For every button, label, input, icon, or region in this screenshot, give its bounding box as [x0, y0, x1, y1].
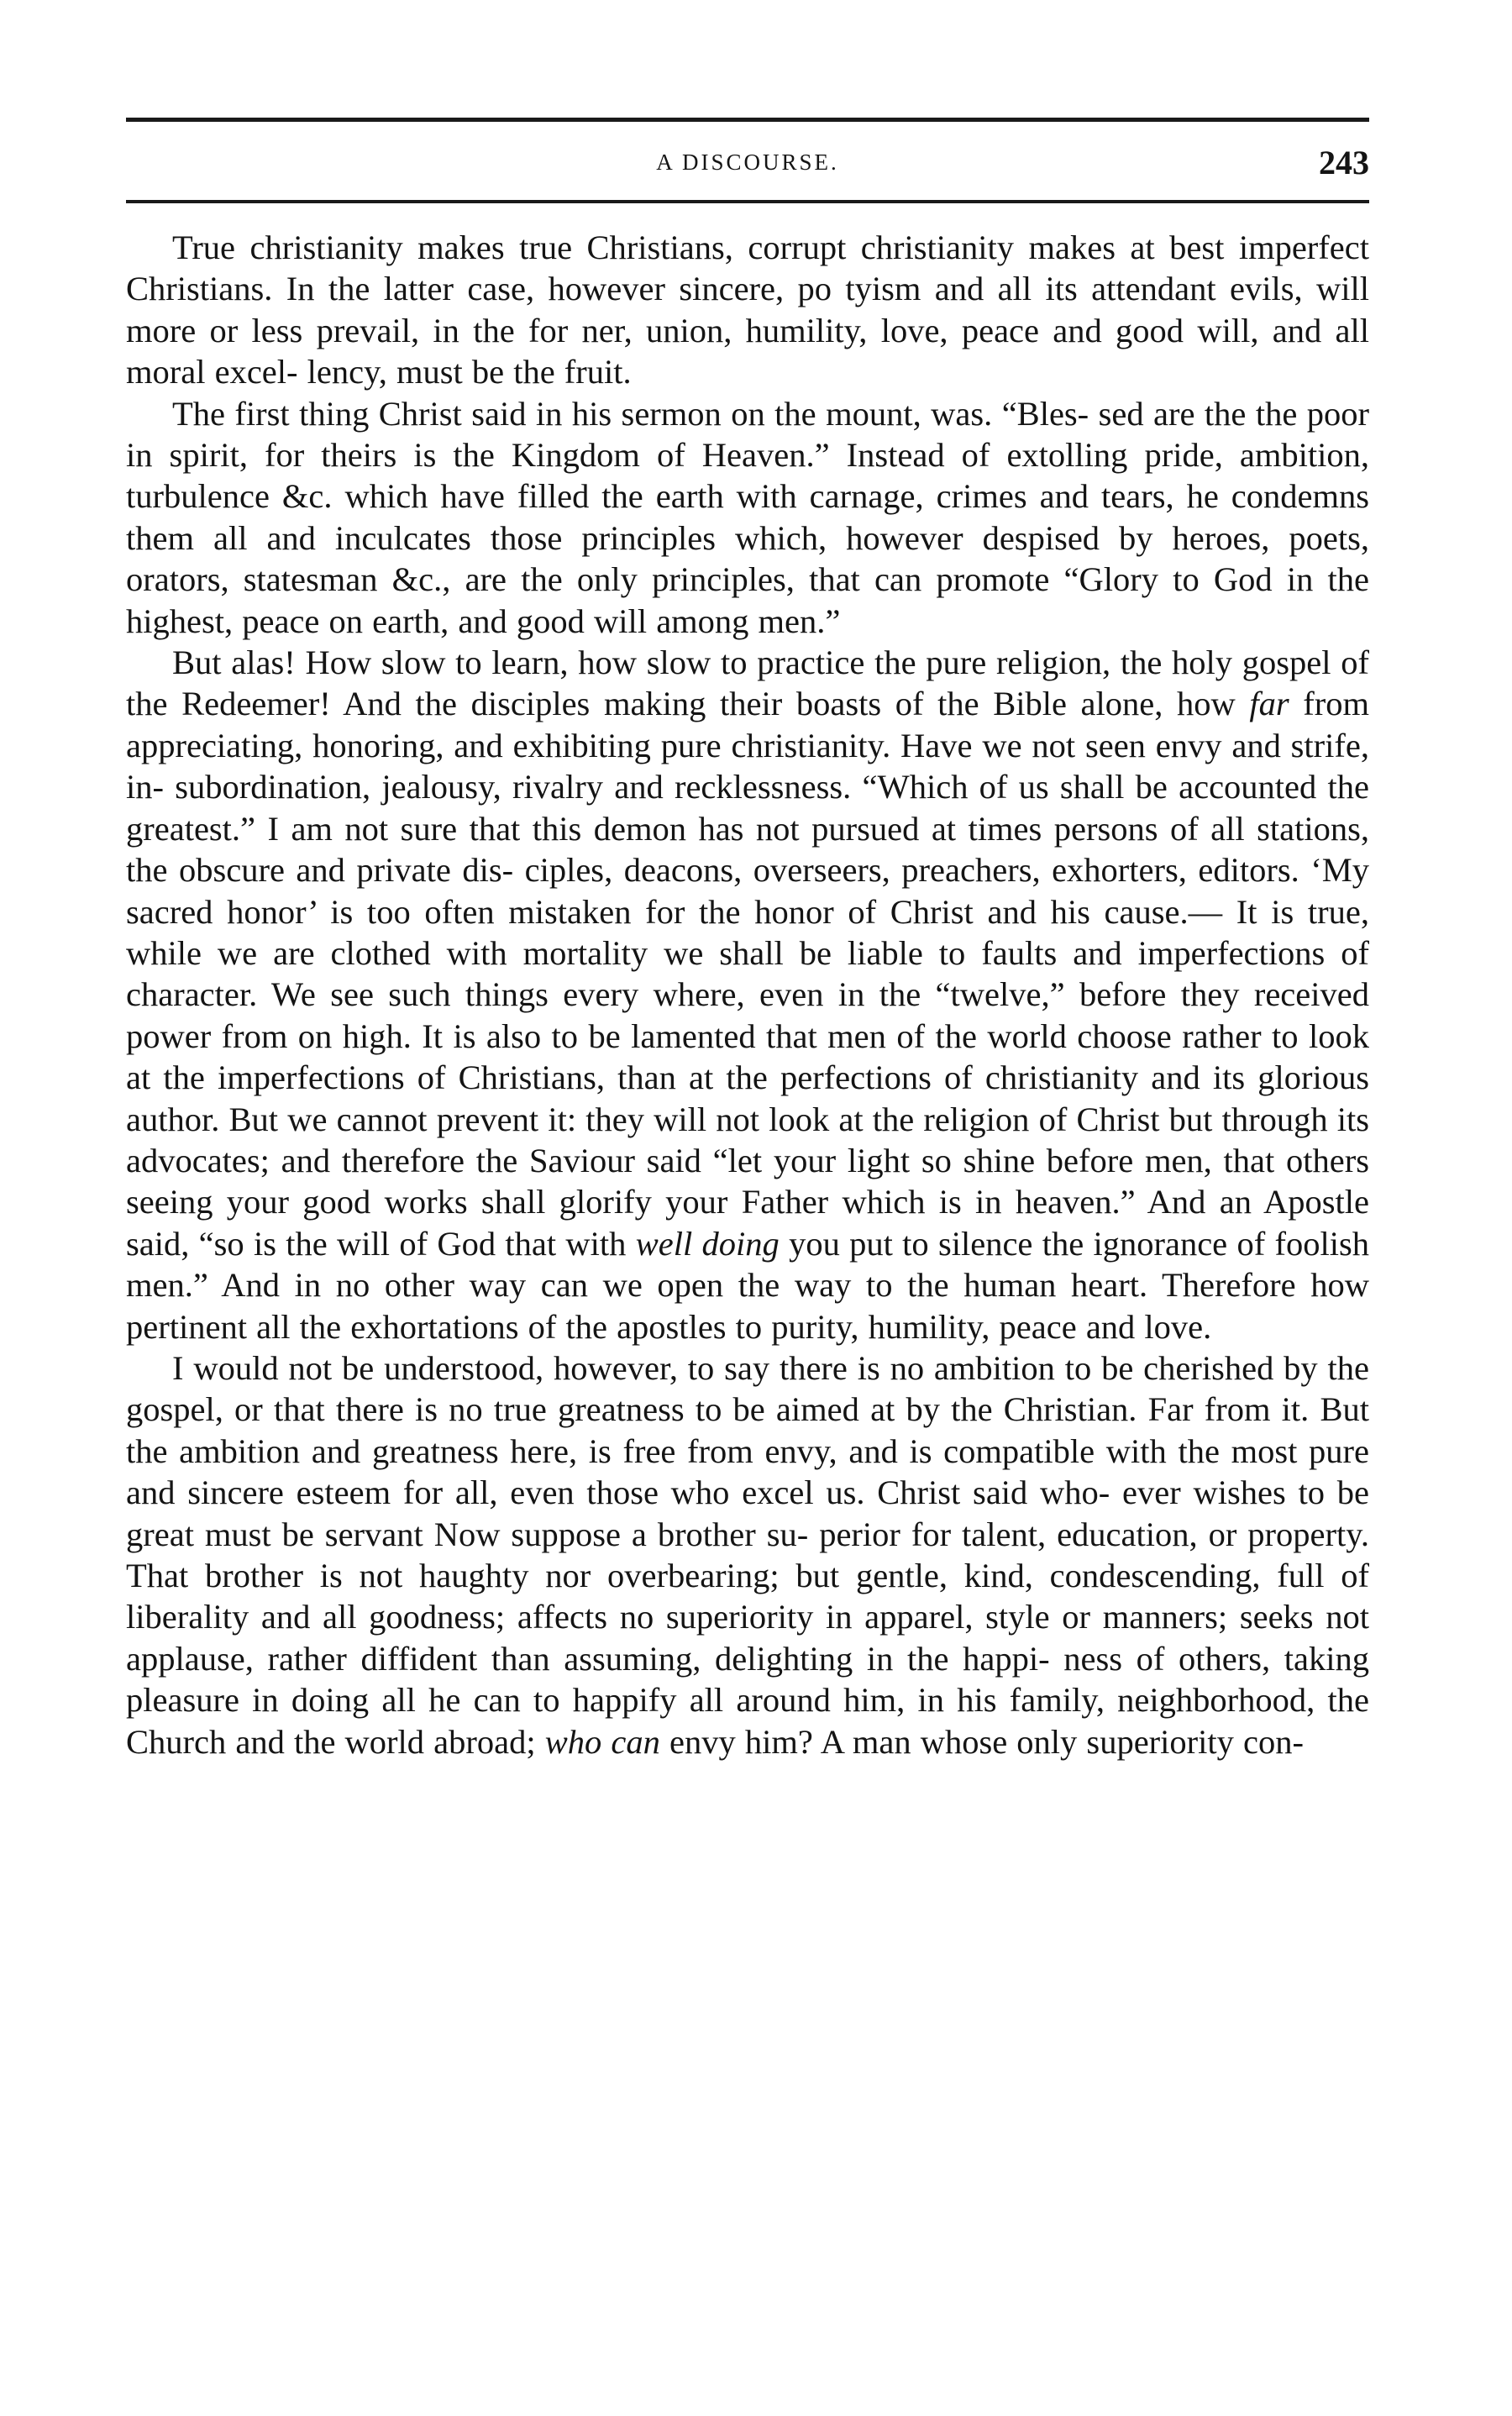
paragraph-4-text-a: I would not be understood, however, to say there is no ambition to be cherished by the gospel, or that there is no true greatness to be aimed at by the Christian. Far from it. But the ambition and greatness here, is free from envy, and is compatible with the most pure and sincere esteem for all, even those who excel us. Christ said who- ever wishes to be great must be servant Now suppose a brother su- perior for talent, education, or property. That brother is not haughty nor overbearing; but gentle, kind, condescending, full of liberality and all goodness; affects no superiority in apparel, style or manners; seeks not applause, rather diffident than assuming, delighting in the happi- ness of others, taking pleasure in doing all he can to happify all around him, in his family, neighborhood, the Church and the world abroad; [126, 1348, 1369, 1761]
paragraph-3-italic-well-doing: well doing [635, 1224, 780, 1263]
paragraph-1 [126, 227, 1369, 393]
paragraph-4 [126, 1347, 1369, 1762]
running-title: A DISCOURSE. [656, 150, 839, 175]
paragraph-3-text-c: you put to silence the ignorance of foolish men.” And in no other way can we open the way to the human heart. Therefore how pertinent all the exhortations of the apostles to purity, humility, peace and love. [126, 1224, 1369, 1346]
page-header [126, 143, 1369, 185]
paragraph-3-italic-far: far [1249, 685, 1289, 723]
paragraph-2 [126, 393, 1369, 642]
paragraph-4-italic-who-can: who can [544, 1722, 660, 1761]
paragraph-3 [126, 642, 1369, 1347]
page-number: 243 [1319, 144, 1369, 181]
paragraph-4-text-b: envy him? A man whose only superiority con- [659, 1722, 1304, 1761]
header-rule [126, 200, 1369, 203]
body-text [126, 227, 1369, 1762]
paragraph-3-text-b: from appreciating, honoring, and exhibiting pure christianity. Have we not seen envy and strife, in- subordination, jealousy, rivalry and recklessness. “Which of us shall be accounted the greatest.” I am not sure that this demon has not pursued at times persons of all stations, the obscure and private dis- ciples, deacons, overseers, preachers, exhorters, editors. ‘My sacred honor’ is too often mistaken for the honor of Christ and his cause.— It is true, while we are clothed with mortality we shall be liable to faults and imperfections of character. We see such things every where, even in the “twelve,” before they received power from on high. It is also to be lamented that men of the world choose rather to look at the imperfections of Christians, than at the perfections of christianity and its glorious author. But we cannot prevent it: they will not look at the religion of Christ but through its advocates; and therefore the Saviour said “let your light so shine before men, that others seeing your good works shall glorify your Father which is in heaven.” And an Apostle said, “so is the will of God that with [126, 685, 1370, 1263]
paragraph-2-text: The first thing Christ said in his sermon on the mount, was. “Bles- sed are the the poor in spirit, for theirs is the Kingdom of Heaven.” Instead of extolling pride, ambition, turbulence &c. which have filled the earth with carnage, crimes and tears, he condemns them all and inculcates those principles which, however despised by heroes, poets, orators, statesman &c., are the only principles, that can promote “Glory to God in the highest, peace on earth, and good will among men.” [126, 394, 1369, 640]
paragraph-3-text-a: But alas! How slow to learn, how slow to practice the pure religion, the holy gospel of the Redeemer! And the disciples making their boasts of the Bible alone, how [126, 643, 1369, 723]
top-rule [126, 118, 1369, 122]
paragraph-1-text: True christianity makes true Christians, corrupt christianity makes at best imperfect Christians. In the latter case, however sincere, po tyism and all its attendant evils, will more or less prevail, in the for ner, union, humility, love, peace and good will, and all moral excel- lency, must be the fruit. [126, 228, 1369, 391]
